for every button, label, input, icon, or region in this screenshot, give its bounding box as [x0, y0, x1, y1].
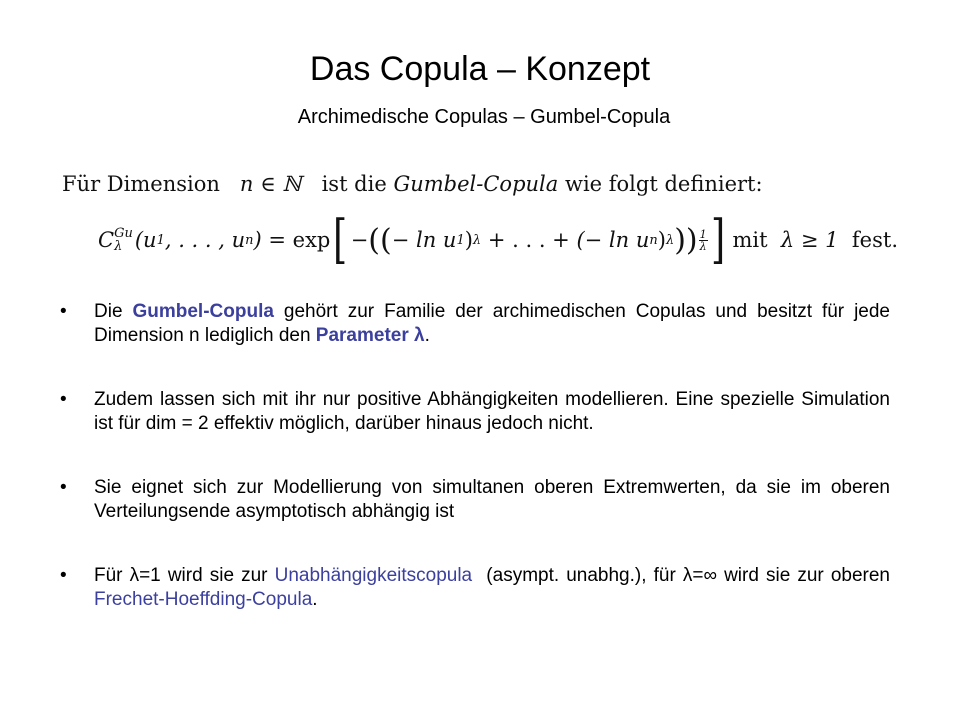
bullet-upper-extremes: • Sie eignet sich zur Modellierung von simultanen oberen Extremwerten, da sie im oberen Verteilungsende asymptotisch abhängig ist	[60, 476, 890, 524]
link-frechet-hoeffding-copula[interactable]: Frechet-Hoeffding-Copula	[94, 589, 313, 610]
definition-n-in-N: n ∈ ℕ	[239, 172, 302, 196]
formula-term2-open: (− ln u	[576, 228, 650, 252]
bullet-1-pre: Die	[94, 301, 133, 322]
formula-un-sub: n	[245, 232, 254, 248]
formula-term1-sub: 1	[456, 232, 465, 248]
highlight-gumbel-copula: Gumbel-Copula	[132, 301, 274, 322]
formula-term2-pow: λ	[665, 232, 675, 248]
gumbel-formula	[98, 212, 898, 268]
formula-open-bracket: [	[333, 210, 348, 270]
formula-close-bracket: ]	[710, 210, 725, 270]
formula-args-close: )	[253, 228, 262, 252]
formula-C: C	[98, 228, 115, 252]
formula-mit: mit	[732, 228, 768, 252]
definition-middle: ist die	[321, 172, 387, 196]
bullet-1-post: .	[424, 325, 430, 346]
formula-term1-pow: λ	[472, 232, 482, 248]
formula-frac-num: 1	[699, 227, 707, 241]
formula-u1-sub: 1	[156, 232, 165, 248]
slide-subtitle: Archimedische Copulas – Gumbel-Copula	[297, 106, 671, 128]
formula-paren-open: ((	[368, 222, 392, 258]
formula-paren-close: ))	[674, 222, 698, 258]
formula-term2-close: )	[657, 228, 666, 252]
formula-sup-gu: Gu	[114, 226, 133, 241]
bullet-list	[60, 300, 896, 612]
bullet-4-post: .	[312, 589, 318, 610]
formula-minus: −	[350, 228, 369, 252]
bullet-4-pre: Für λ=1 wird sie zur	[94, 565, 275, 586]
formula-equals-exp: = exp	[268, 228, 331, 252]
formula-fest: fest.	[851, 228, 898, 252]
link-unabhaengigkeitscopula[interactable]: Unabhängigkeitscopula	[274, 565, 473, 586]
bullet-gumbel-family	[60, 300, 890, 348]
formula-args-mid: , . . . , u	[164, 228, 246, 252]
definition-line	[62, 172, 763, 196]
formula-condition: λ ≥ 1	[780, 228, 839, 252]
formula-term1-close: )	[464, 228, 473, 252]
formula-exponent-fraction	[699, 229, 708, 252]
bullet-positive-dependence: • Zudem lassen sich mit ihr nur positive Abhängigkeiten modellieren. Eine spezielle Simulation ist für dim = 2 effektiv möglich, darüber hinaus jedoch nicht.	[60, 388, 890, 436]
bullet-4-mid: (asympt. unabhg.), für λ=∞ wird sie zur oberen	[472, 565, 896, 586]
definition-name: Gumbel-Copula	[393, 172, 559, 196]
formula-term1-open: − ln u	[391, 228, 457, 252]
definition-prefix: Für Dimension	[62, 172, 220, 196]
formula-args-open: (u	[134, 228, 157, 252]
formula-frac-den: λ	[699, 239, 707, 253]
highlight-parameter-lambda: Parameter λ	[315, 325, 425, 346]
bullet-1-mid: gehört zur Familie der archimedischen Copulas und besitzt für jede Dimension n lediglich den	[94, 301, 890, 346]
formula-sub-lambda: λ	[114, 239, 123, 254]
definition-suffix: wie folgt definiert:	[564, 172, 763, 196]
formula-plus-dots: + . . . +	[487, 228, 570, 252]
bullet-special-cases	[60, 564, 896, 612]
slide-title: Das Copula – Konzept	[309, 50, 651, 88]
formula-term2-sub: n	[649, 232, 658, 248]
